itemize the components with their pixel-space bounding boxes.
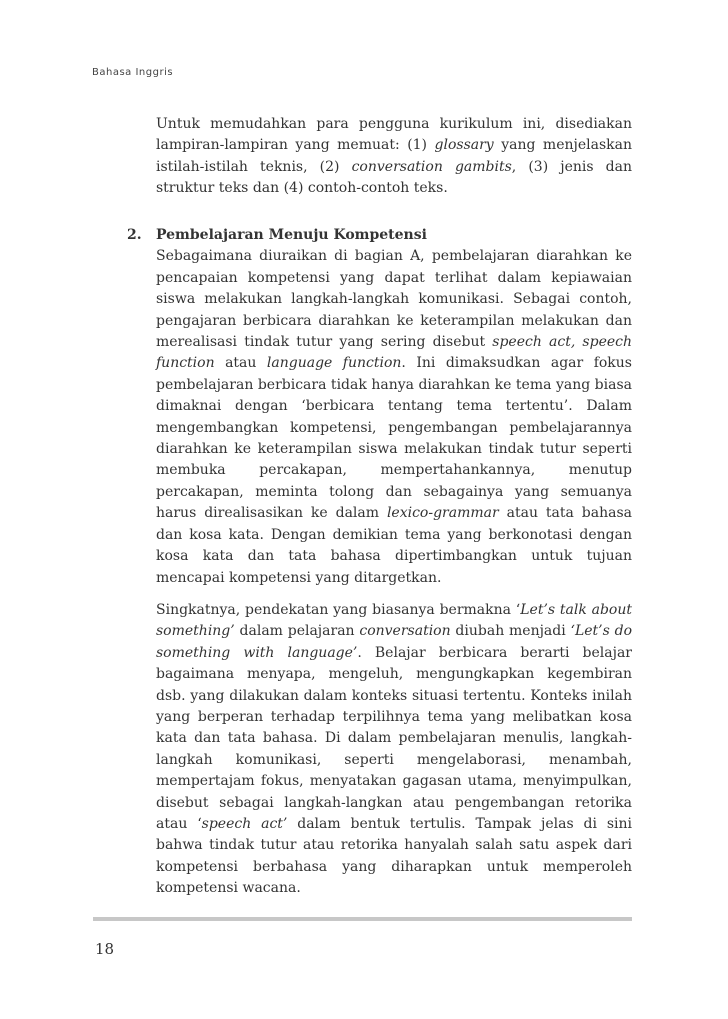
intro-paragraph: [156, 114, 632, 200]
term-lexico-grammar: lexico-grammar: [386, 505, 499, 522]
term-language-function: language function: [266, 355, 402, 372]
footer-divider: [93, 917, 632, 921]
intro-text: Untuk memudahkan para pengguna kurikulum ini, disediakan lampiran-lampiran yang memuat: (1): [156, 116, 632, 154]
page-number: 18: [95, 940, 115, 958]
paragraph-text: atau: [214, 355, 267, 372]
section-number: 2.: [127, 227, 142, 243]
section-paragraph-2: [156, 600, 632, 900]
running-header: Bahasa Inggris: [92, 67, 174, 78]
paragraph-text: . Belajar berbicara berarti belajar bagaimana menyapa, mengeluh, mengungkapkan kegembiran dsb. yang dilakukan dalam konteks situasi tertentu. Konteks inilah yang berperan terhadap terpilihnya tema yang melibatkan kosa kata dan tata bahasa. Di dalam pembelajaran menulis, langkah-langkah komunikasi, seperti mengelaborasi, menambah, mempertajam fokus, menyatakan gagasan utama, menyimpulkan, disebut sebagai langkah-langkan atau pengembangan retorika atau ‘: [156, 644, 633, 833]
intro-term-gambits: conversation gambits: [351, 158, 512, 175]
paragraph-text: . Ini dimaksudkan agar fokus pembelajaran berbicara tidak hanya diarahkan ke tema yang biasa dimaknai dengan ‘berbicara tentang tema tertentu’. Dalam mengembangkan kompetensi, pengembangan pembelajarannya diarahkan ke keterampilan siswa melakukan tindak tutur seperti membuka percakapan, mempertahankannya, menutup percakapan, meminta tolong dan sebagainya yang semuanya harus direalisasikan ke dalam: [156, 355, 632, 522]
section-heading: Pembelajaran Menuju Kompetensi: [156, 227, 427, 243]
paragraph-text: dalam bentuk tertulis. Tampak jelas di sini bahwa tindak tutur atau retorika hanyalah salah satu aspek dari kompetensi berbahasa yang diharapkan untuk memperoleh kompetensi wacana.: [156, 816, 632, 897]
term-speech-act: speech act, speech function: [156, 334, 632, 372]
term-lets-do: ‘Let’s do something with language’: [156, 623, 632, 661]
paragraph-text: dalam pelajaran: [234, 623, 360, 640]
paragraph-text: Sebagaimana diuraikan di bagian A, pembelajaran diarahkan ke pencapaian kompetensi yang dapat terlihat dalam kepiawaian siswa melakukan langkah-langkah komunikasi. Sebagai contoh, pengajaran berbicara diarahkan ke keterampilan melakukan dan merealisasi tindak tutur yang sering disebut: [156, 248, 632, 351]
intro-text: , (3) jenis dan struktur teks dan (4) contoh-contoh teks.: [156, 158, 632, 197]
intro-text: yang menjelaskan istilah-istilah teknis, (2): [156, 137, 632, 175]
term-speech-act-written: speech act’: [201, 816, 288, 833]
term-conversation: conversation: [359, 623, 451, 640]
paragraph-text: atau tata bahasa dan kosa kata. Dengan demikian tema yang berkonotasi dengan kosa kata dan tata bahasa dipertimbangkan untuk tujuan mencapai kompetensi yang ditargetkan.: [156, 505, 632, 586]
section-2: [156, 225, 632, 589]
paragraph-text: diubah menjadi: [450, 623, 571, 640]
term-lets-talk: Let’s talk about something’: [156, 602, 632, 640]
intro-term-glossary: glossary: [434, 137, 494, 154]
section-paragraph-1: [156, 246, 632, 589]
paragraph-text: Singkatnya, pendekatan yang biasanya bermakna ‘: [156, 602, 521, 618]
